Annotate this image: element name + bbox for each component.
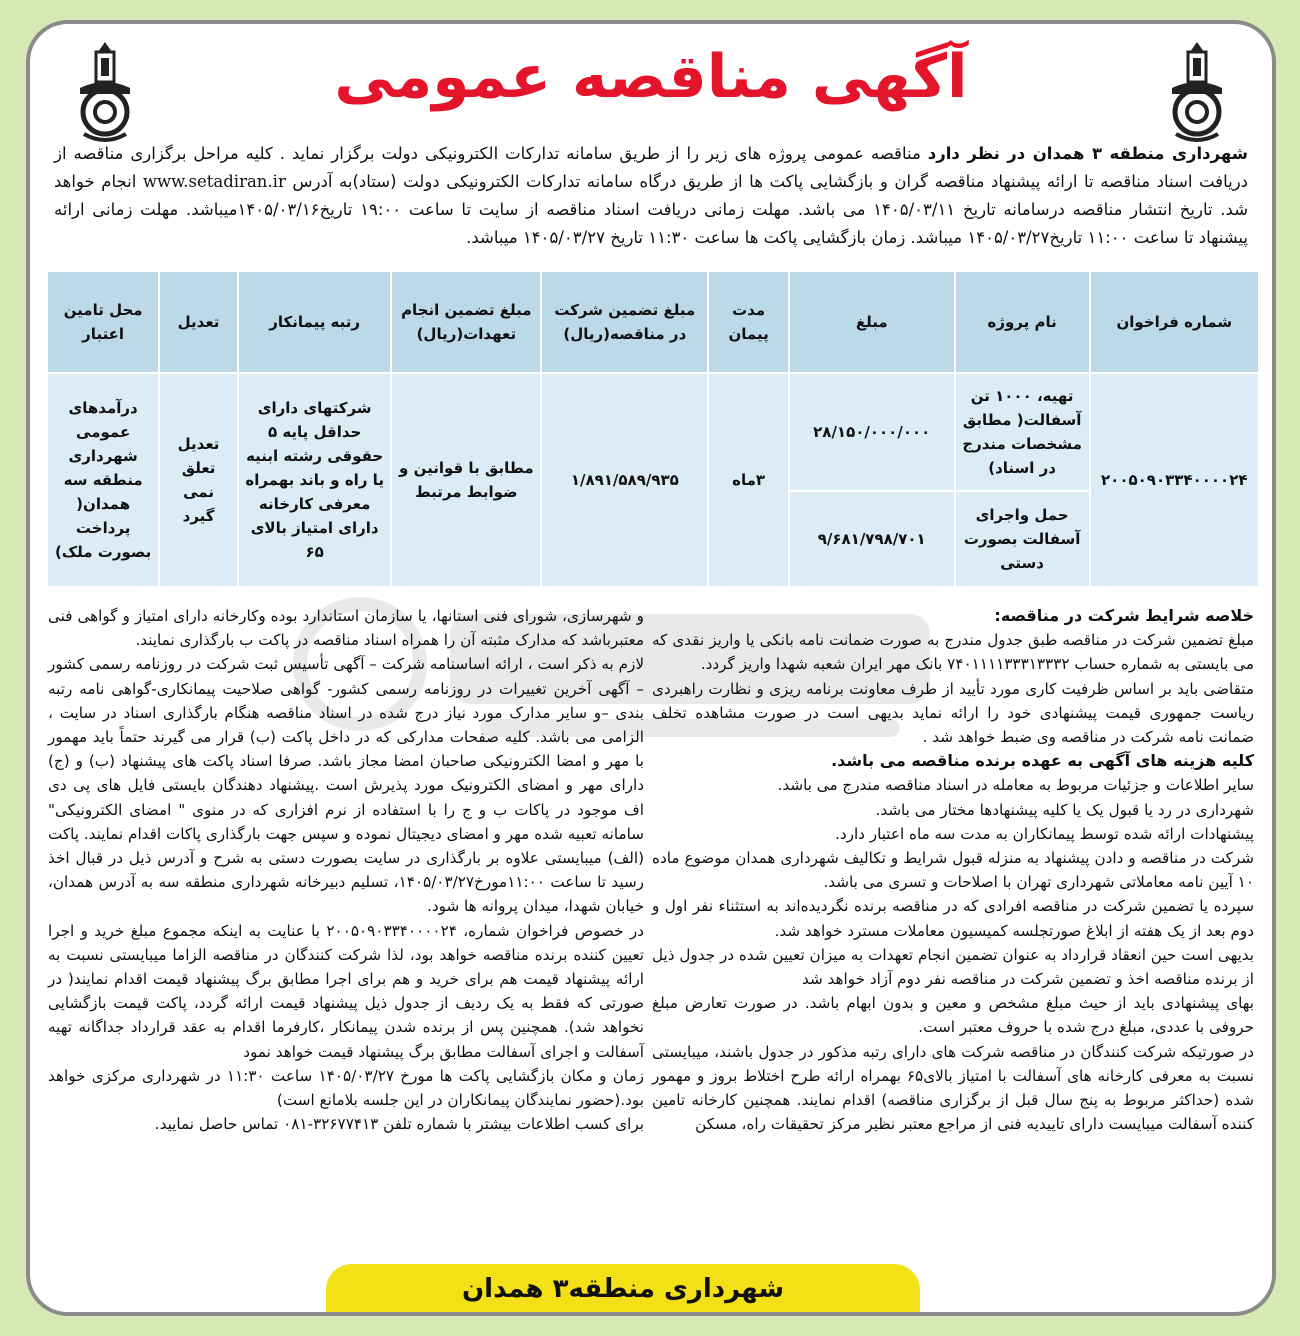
tender-table [46,270,1260,588]
condition-paragraph: پیشنهادات ارائه شده توسط پیمانکاران به مدت سه ماه اعتبار دارد. [835,824,1254,843]
intro-paragraph [54,140,1248,252]
page-title: آگهی مناقصه عمومی [334,42,968,112]
project-name-cell: حمل واجرای آسفالت بصورت دستی [955,491,1090,587]
header-funding: محل تامین اعتبار [47,271,159,373]
header-contractor-rank: رتبه پیمانکار [238,271,392,373]
header-amount: مبلغ [789,271,955,373]
intro-text-1: مناقصه عمومی پروژه های زیر را از طریق سامانه تدارکات الکترونیکی دولت برگزار نماید . کلیه مراحل برگزاری مناقصه از دریافت اسناد مناقصه تا ارائه پیشنهاد مناقصه گران و بازگشایی پاکت ها از طریق درگاه سامانه تدارکات الکترونیکی دولت (ستاد)به آدرس [54,144,1249,191]
condition-paragraph: در خصوص فراخوان شماره، ۲۰۰۵۰۹۰۳۳۴۰۰۰۰۲۴ با عنایت به اینکه مجموع مبلغ خرید و اجرا تعیین کننده برنده مناقصه خواهد بود، لذا شرکت کنندگان در مناقصه الزاما میبایستی نسبت به ارائه پیشنهاد قیمت هم برای خرید و هم برای اجرا مطابق برگ پیشنهاد قیمت اقدام نمایند( در صورتی که فقط به یک ردیف از جدول ذیل پیشنهاد قیمت ارائه گردد، پاکت قیمت بازگشایی نخواهد شد). همچنین پس از برنده شدن پیمانکار ،کارفرما اقدام به عقد قرارداد جداگانه تهیه آسفالت و اجرای آسفالت مطابق برگ پیشنهاد قیمت خواهد نمود [48,921,644,1061]
condition-paragraph: مبلغ تضمین شرکت در مناقصه طبق جدول مندرج به صورت ضمانت نامه بانکی یا واریز نقدی که می بایستی به شماره حساب ۷۴۰۱۱۱۱۳۳۳۱۳۳۳۲ بانک مهر ایران شعبه شهدا واریز گردد. [652,631,1254,674]
header-adjustment: تعدیل [159,271,238,373]
condition-paragraph: شرکت در مناقصه و دادن پیشنهاد به منزله قبول شرایط و تکالیف شهرداری همدان موضوع ماده ۱۰ آیین نامه معاملاتی شهرداری تهران با اصلاحات و تسری می باشد. [652,849,1254,892]
amount-cell: ۹/۶۸۱/۷۹۸/۷۰۱ [789,491,955,587]
footer-municipality-name: شهرداری منطقه۳ همدان [326,1264,920,1314]
condition-paragraph: و شهرسازی، شورای فنی استانها، یا سازمان استاندارد بوده وکارخانه دارای امتیاز و گواهی فنی معتبرباشد که مدارک مثبته آن را همراه اسناد مناقصه در پاکت ب بارگذاری نمایند. [48,607,644,650]
project-name-cell: تهیه، ۱۰۰۰ تن آسفالت( مطابق مشخصات مندرج در اسناد) [955,373,1090,491]
conditions-heading: خلاصه شرایط شرکت در مناقصه: [994,606,1254,625]
performance-guarantee-cell: مطابق با قوانین و ضوابط مرتبط [391,373,541,587]
condition-paragraph: سپرده یا تضمین شرکت در مناقصه افرادی که در مناقصه برنده نگردیده‌اند به استثناء نفر اول و دوم بعد از یک هفته از ابلاغ صورتجلسه کمیسیون معاملات مسترد خواهد شد. [652,897,1254,940]
condition-paragraph: شهرداری در رد یا قبول یک یا کلیه پیشنهادها مختار می باشد. [875,800,1254,819]
condition-paragraph: زمان و مکان بازگشایی پاکت ها مورخ ۱۴۰۵/۰۳/۲۷ ساعت ۱۱:۳۰ در شهرداری مرکزی خواهد بود.(حضور نمایندگان پیمانکاران در این جلسه بلامانع است) [48,1066,645,1110]
condition-paragraph-bold: کلیه هزینه های آگهی به عهده برنده مناقصه می باشد. [831,751,1254,771]
header-bid-guarantee: مبلغ تضمین شرکت در مناقصه(ریال) [541,271,708,373]
call-number-cell: ۲۰۰۵۰۹۰۳۳۴۰۰۰۰۲۴ [1090,373,1259,587]
amount-cell: ۲۸/۱۵۰/۰۰۰/۰۰۰ [789,373,955,491]
conditions-right-column [652,604,1254,1136]
table-row [47,373,1259,491]
header-performance-guarantee: مبلغ تضمین انجام تعهدات(ریال) [391,271,541,373]
condition-paragraph: بدیهی است حین انعقاد قرارداد به عنوان تضمین انجام تعهدات به میزان تعیین شده در جدول ذیل از برنده مناقصه اخذ و تضمین شرکت در مناقصه نفر دوم آزاد خواهد شد [652,945,1254,989]
funding-cell: درآمدهای عمومی شهرداری منطقه سه همدان( پرداخت بصورت ملک) [47,373,159,587]
website-link[interactable]: www.setadiran.ir [142,172,286,191]
condition-paragraph: متقاضی باید بر اساس ظرفیت کاری مورد تأیید از طرف معاونت برنامه ریزی و نظارت راهبردی ریاست جمهوری قیمت پیشنهادی خود را ارائه نماید بدیهی است در صورت مشاهده تخلف ضمانت نامه شرکت در مناقصه وی ضبط خواهد شد . [652,679,1254,747]
table-header-row [47,271,1259,373]
header-duration: مدت پیمان [708,271,788,373]
condition-paragraph: بهای پیشنهادی باید از حیث مبلغ مشخص و معین و بدون ابهام باشد. در صورت تعارض مبلغ حروفی با عددی، مبلغ درج شده با حروف معتبر است. [652,994,1254,1037]
bid-guarantee-cell: ۱/۸۹۱/۵۸۹/۹۳۵ [541,373,708,587]
condition-paragraph: در صورتیکه شرکت کنندگان در مناقصه شرکت های دارای رتبه مذکور در جدول باشند، میبایستی نسبت به معرفی کارخانه های آسفالت با امتیاز بالای۶۵ بهمراه ارائه طرح اختلاط بروز و مهمور شده (حداکثر مربوط به پنج سال قبل از برگزاری مناقصه) اقدام نمایند. همچنین کارخانه تامین کننده آسفالت میبایست دارای تاییدیه فنی از مراجع معتبر نظیر مرکز تحقیقات راه، مسکن [652,1042,1254,1134]
adjustment-cell: تعدیل تعلق نمی گیرد [159,373,238,587]
condition-paragraph: لازم به ذکر است ، ارائه اساسنامه شرکت – آگهی تأسیس ثبت شرکت در روزنامه رسمی کشور – آگهی آخرین تغییرات در روزنامه رسمی کشور- گواهی صلاحیت پیمانکاری-گواهی نامه رتبه بندی –و سایر مدارک مورد نیاز درج شده در اسناد مناقصه هنگام بارگذاری اسناد در سایت ، الزامی می باشد. کلیه صفحات مدارکی که در داخل پاکت (ب) قرار می گیرند حتماً باید مهمور با مهر و امضا الکترونیکی صاحبان امضا مجاز باشد. صرفا اسناد پاکت های پیشنهاد (ب) و (ج) دارای مهر و امضای الکترونیک مورد پذیرش است .پیشنهاد دهندگان بایستی فایل های پی دی اف موجود در پاکات ب و ج را با استفاده از نرم افزاری که در منوی " امضای الکترونیکی" سامانه تعبیه شده مهر و امضای دیجیتال نموده و سپس جهت بارگذاری پاکات اقدام نمایند. پاکت (الف) میبایستی علاوه بر بارگذاری در سایت بصورت دستی به شرح و آدرس ذیل در قبال اخذ رسید تا ساعت ۱۱:۰۰مورخ۱۴۰۵/۰۳/۲۷، تسلیم دبیرخانه شهرداری منطقه سه به آدرس همدان، خیابان شهدا، میدان پروانه ها شود. [48,655,644,916]
conditions-left-column [48,604,644,1136]
header-project-name: نام پروژه [955,271,1090,373]
intro-lead: شهرداری منطقه ۳ همدان در نظر دارد [927,144,1248,163]
condition-paragraph: سایر اطلاعات و جزئیات مربوط به معامله در اسناد مناقصه مندرج می باشد. [777,776,1254,795]
intro-text-2: انجام خواهد شد. تاریخ انتشار مناقصه درسامانه تاریخ ۱۴۰۵/۰۳/۱۱ می باشد. مهلت زمانی دریافت اسناد مناقصه از سایت تا ساعت ۱۹:۰۰ تاریخ۱۴۰۵/۰۳/۱۶میباشد. مهلت زمانی ارائه پیشنهاد تا ساعت ۱۱:۰۰ تاریخ۱۴۰۵/۰۳/۲۷ میباشد. زمان بازگشایی پاکت ها ساعت ۱۱:۳۰ تاریخ ۱۴۰۵/۰۳/۲۷ میباشد. [54,172,1249,247]
contractor-rank-cell: شرکتهای دارای حداقل پایه ۵ حقوقی رشته ابنیه یا راه و باند بهمراه معرفی کارخانه دارای امتیاز بالای ۶۵ [238,373,392,587]
header-call-number: شماره فراخوان [1090,271,1259,373]
notice-frame [26,20,1276,1316]
contact-paragraph: برای کسب اطلاعات بیشتر با شماره تلفن ۳۲۶۷۷۴۱۳-۰۸۱ تماس حاصل نمایید. [154,1115,644,1134]
duration-cell: ۳ماه [708,373,788,587]
